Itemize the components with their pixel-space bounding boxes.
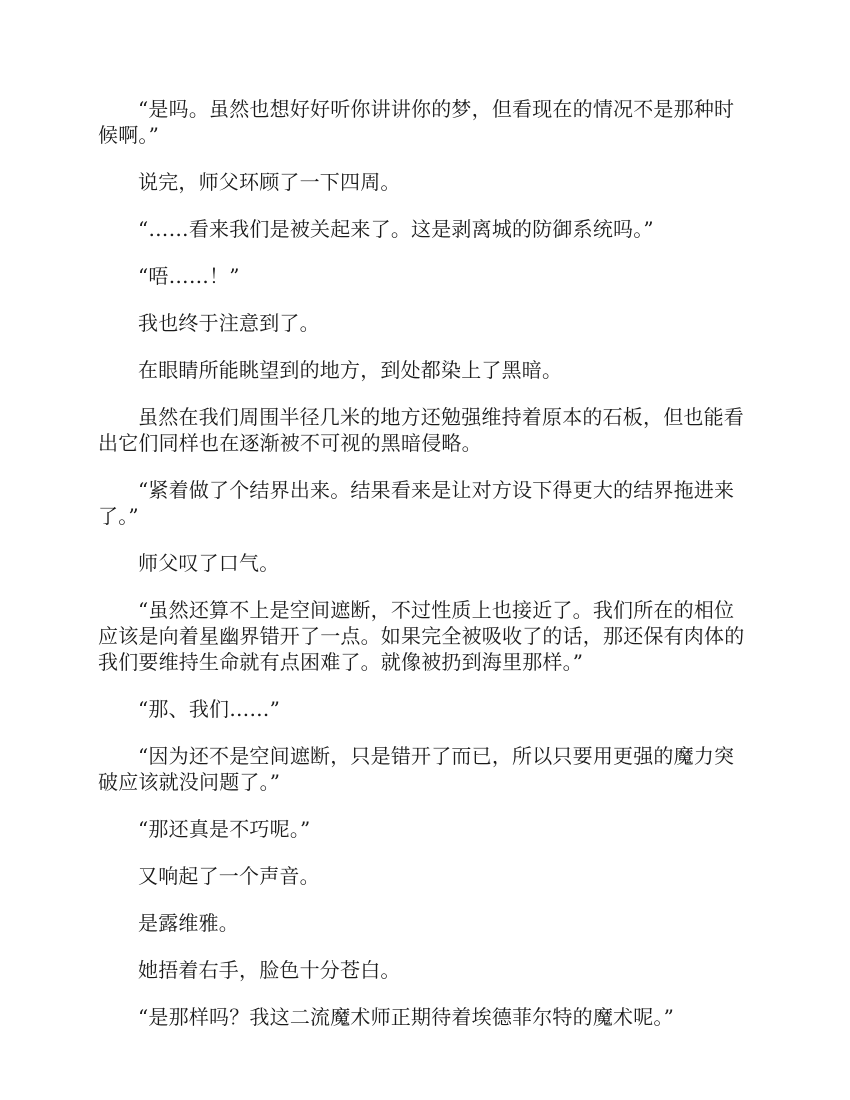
- paragraph: 在眼睛所能眺望到的地方，到处都染上了黑暗。: [138, 358, 563, 382]
- paragraph: “因为还不是空间遮断，只是错开了而已，所以只要用更强的魔力突破应该就没问题了。”: [98, 744, 735, 794]
- paragraph: 我也终于注意到了。: [138, 311, 320, 335]
- paragraph: 她捂着右手，脸色十分苍白。: [138, 958, 401, 982]
- paragraph: 虽然在我们周围半径几米的地方还勉强维持着原本的石板，但也能看出它们同样也在逐渐被不可视的黑暗侵略。: [98, 405, 744, 455]
- paragraph: “那、我们……”: [138, 697, 281, 721]
- paragraph: “紧着做了个结界出来。结果看来是让对方设下得更大的结界拖进来了。”: [98, 478, 735, 528]
- paragraph: 是露维雅。: [138, 911, 239, 935]
- paragraph: “是吗。虽然也想好好听你讲讲你的梦，但看现在的情况不是那种时候啊。”: [98, 97, 735, 147]
- paragraph: “虽然还算不上是空间遮断，不过性质上也接近了。我们所在的相位应该是向着星幽界错开了一点。如果完全被吸收了的话，那还保有肉体的我们要维持生命就有点困难了。就像被扔到海里那样。”: [98, 598, 745, 674]
- paragraph: “……看来我们是被关起来了。这是剥离城的防御系统吗。”: [138, 217, 654, 241]
- paragraph: 师父叹了口气。: [138, 551, 280, 575]
- paragraph: “唔……！”: [138, 264, 240, 288]
- paragraph: “是那样吗？我这二流魔术师正期待着埃德菲尔特的魔术呢。”: [138, 1005, 675, 1029]
- paragraph: “那还真是不巧呢。”: [138, 817, 311, 841]
- document-page: [98, 96, 748, 1051]
- paragraph: 又响起了一个声音。: [138, 864, 320, 888]
- paragraph: 说完，师父环顾了一下四周。: [138, 170, 401, 194]
